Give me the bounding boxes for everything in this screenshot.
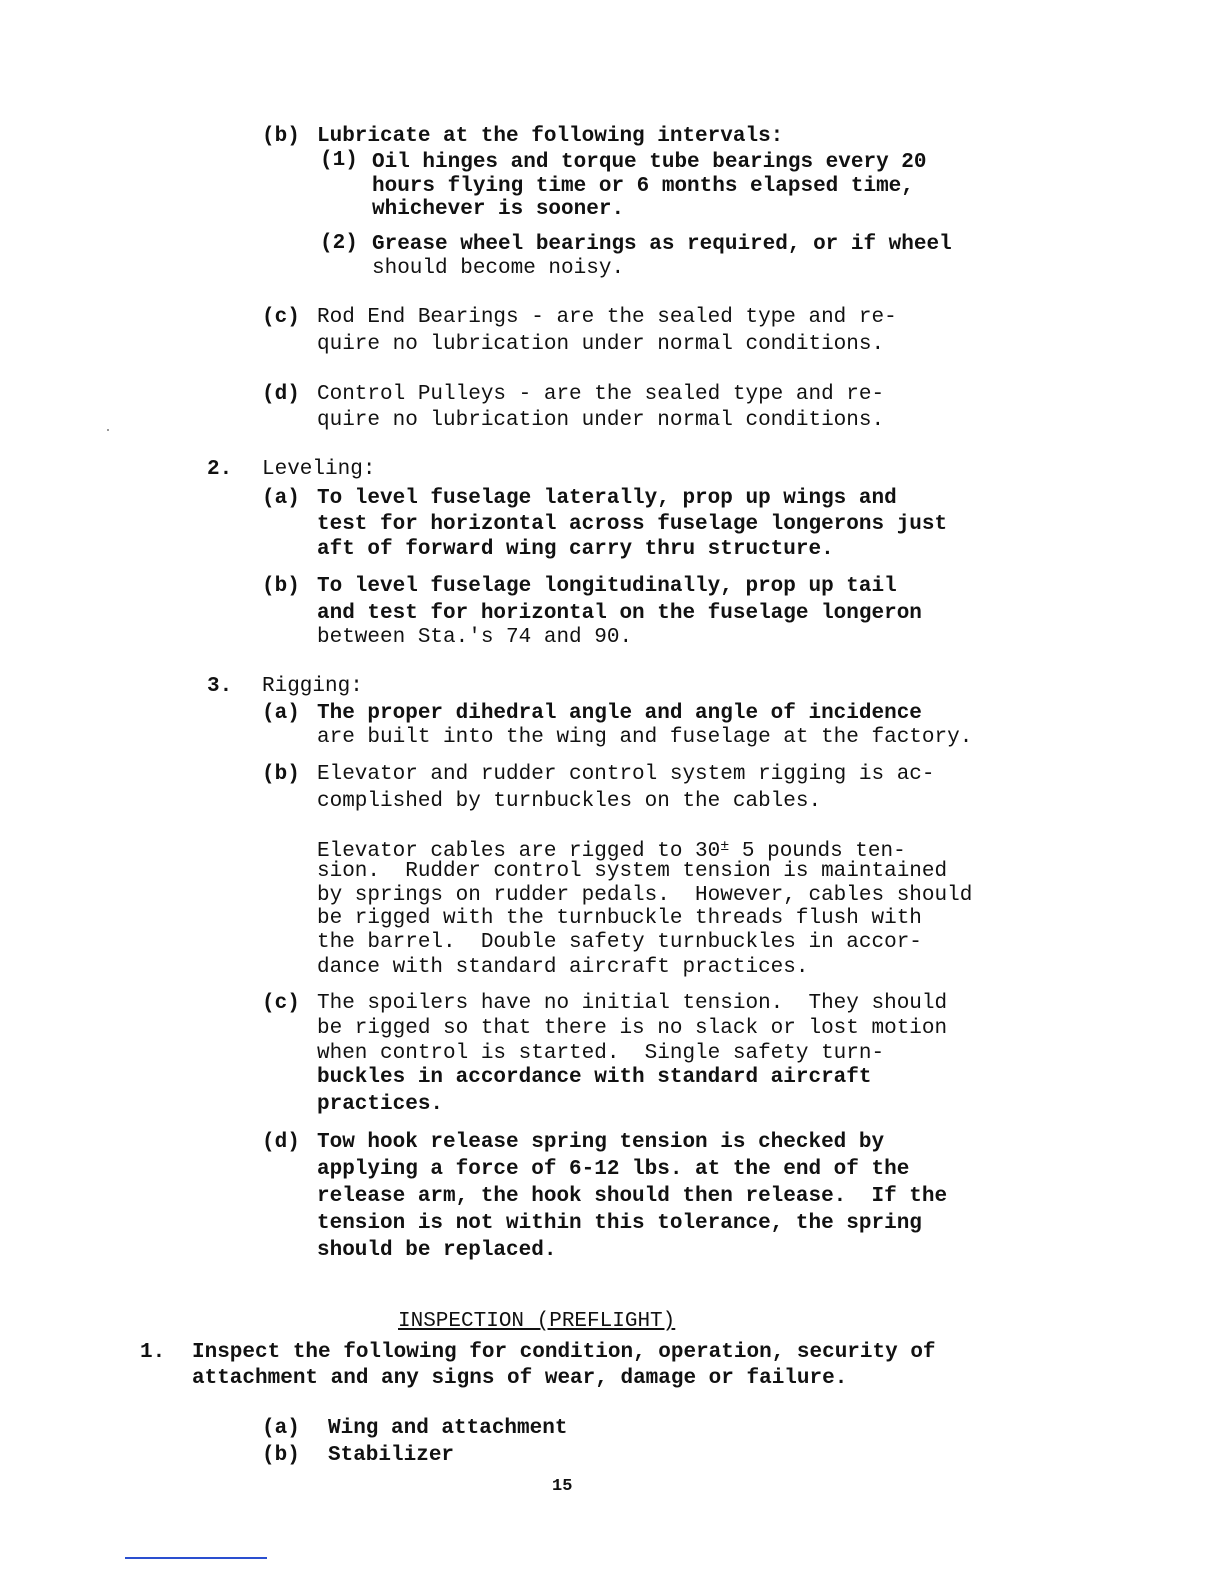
item-label: (c) bbox=[262, 992, 300, 1015]
text-line: Control Pulleys - are the sealed type and re- bbox=[317, 383, 885, 406]
text-line: be rigged so that there is no slack or lost motion bbox=[317, 1017, 948, 1040]
text-line: Tow hook release spring tension is checked by bbox=[317, 1131, 885, 1154]
item-label: (d) bbox=[262, 1131, 300, 1154]
text-line: tension is not within this tolerance, the spring bbox=[317, 1212, 922, 1235]
text-line: hours flying time or 6 months elapsed time, bbox=[372, 175, 914, 198]
item-label: (c) bbox=[262, 306, 300, 329]
item-label: (a) bbox=[262, 487, 300, 510]
list-item: Stabilizer bbox=[328, 1444, 455, 1467]
section-title-rigging: Rigging: bbox=[262, 675, 363, 698]
text-line: release arm, the hook should then release. If the bbox=[317, 1185, 948, 1208]
lubrication-heading: Lubricate at the following intervals: bbox=[317, 125, 784, 148]
item-label: (b) bbox=[262, 763, 300, 786]
text-line: when control is started. Single safety turn- bbox=[317, 1042, 885, 1065]
text-line: complished by turnbuckles on the cables. bbox=[317, 790, 822, 813]
inspection-heading: INSPECTION (PREFLIGHT) bbox=[398, 1310, 676, 1333]
item-label: (b) bbox=[262, 1444, 300, 1467]
tension-sentence: Elevator cables are rigged to 30± 5 pounds ten- bbox=[317, 838, 906, 863]
text-line: should become noisy. bbox=[372, 257, 625, 280]
text-line: Grease wheel bearings as required, or if wheel bbox=[372, 233, 952, 256]
item-label: (2) bbox=[320, 232, 358, 255]
section-title-leveling: Leveling: bbox=[262, 458, 376, 481]
footnote-rule bbox=[125, 1557, 267, 1559]
text-line: test for horizontal across fuselage longerons just bbox=[317, 513, 948, 536]
text-line: The spoilers have no initial tension. They should bbox=[317, 992, 948, 1015]
text-line: The proper dihedral angle and angle of incidence bbox=[317, 702, 922, 725]
item-label: (a) bbox=[262, 702, 300, 725]
text-line: aft of forward wing carry thru structure. bbox=[317, 538, 834, 561]
section-number: 2. bbox=[207, 458, 233, 481]
text-line: Elevator and rudder control system rigging is ac- bbox=[317, 763, 935, 786]
text-line: Oil hinges and torque tube bearings every 20 bbox=[372, 151, 927, 174]
text-line: be rigged with the turnbuckle threads flush with bbox=[317, 907, 922, 930]
text-line: To level fuselage longitudinally, prop up tail bbox=[317, 575, 897, 598]
text-line: Inspect the following for condition, operation, security of bbox=[192, 1341, 936, 1364]
text-line: should be replaced. bbox=[317, 1239, 557, 1262]
item-label: (b) bbox=[262, 575, 300, 598]
text-line: quire no lubrication under normal conditions. bbox=[317, 409, 885, 432]
text-line: attachment and any signs of wear, damage or failure. bbox=[192, 1367, 848, 1390]
text-line: are built into the wing and fuselage at the factory. bbox=[317, 726, 973, 749]
text-line: To level fuselage laterally, prop up wings and bbox=[317, 487, 897, 510]
text-line: Rod End Bearings - are the sealed type and re- bbox=[317, 306, 897, 329]
item-label: (d) bbox=[262, 383, 300, 406]
page-number: 15 bbox=[552, 1477, 573, 1496]
item-label: (b) bbox=[262, 125, 300, 148]
item-label: (1) bbox=[320, 149, 358, 172]
text-line: between Sta.'s 74 and 90. bbox=[317, 626, 633, 649]
section-number: 1. bbox=[140, 1341, 166, 1364]
list-item: Wing and attachment bbox=[328, 1417, 568, 1440]
text-line: buckles in accordance with standard aircraft bbox=[317, 1066, 872, 1089]
text-line: sion. Rudder control system tension is maintained bbox=[317, 860, 948, 883]
scan-speck bbox=[107, 429, 109, 431]
text-line: by springs on rudder pedals. However, cables should bbox=[317, 884, 973, 907]
section-number: 3. bbox=[207, 675, 233, 698]
text-line: quire no lubrication under normal conditions. bbox=[317, 333, 885, 356]
text-line: the barrel. Double safety turnbuckles in accor- bbox=[317, 931, 922, 954]
text-line: dance with standard aircraft practices. bbox=[317, 956, 809, 979]
text-line: applying a force of 6-12 lbs. at the end of the bbox=[317, 1158, 910, 1181]
text-line: practices. bbox=[317, 1093, 444, 1116]
item-label: (a) bbox=[262, 1417, 300, 1440]
text-line: and test for horizontal on the fuselage longeron bbox=[317, 602, 922, 625]
text-line: whichever is sooner. bbox=[372, 198, 625, 221]
